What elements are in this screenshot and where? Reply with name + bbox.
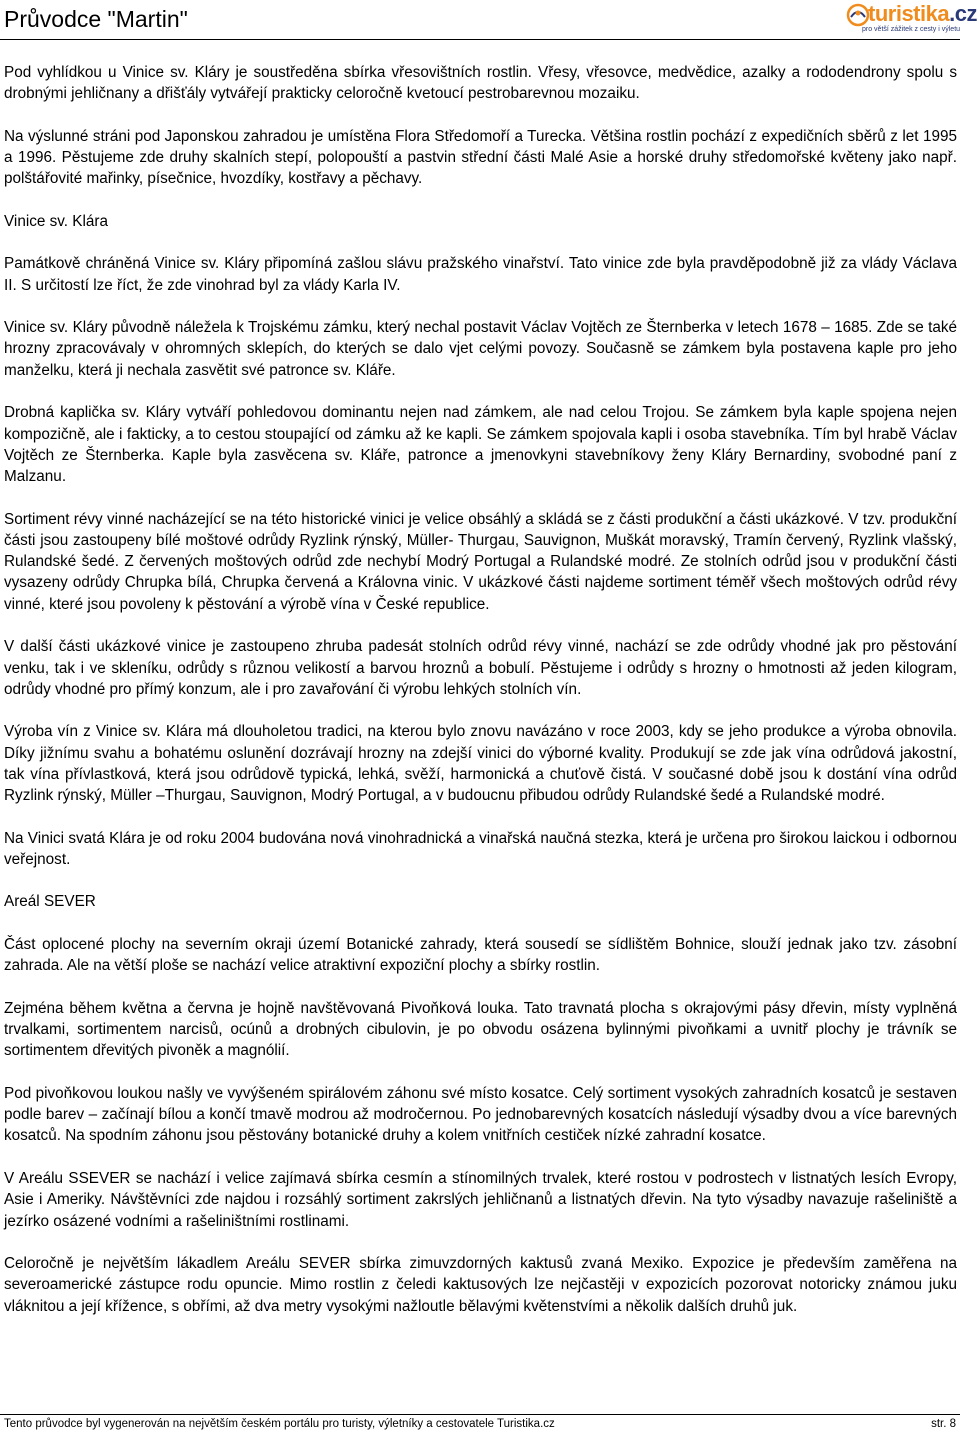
paragraph: Zejména během května a června je hojně navštěvovaná Pivoňková louka. Tato travnatá plocha s okrajovými pásy dřevin, místy vyplněná trvalkami, sortimentem narcisů, ocúnů a drobných cibulovin, je po obvodu osázena bylinnými pivoňkami a uvnitř plochy je trávník se sortimentem dřevitých pivoněk a magnólií. [4,999,957,1060]
page-number: str. 8 [931,1418,956,1430]
guide-content [4,62,957,1338]
turistika-logo-icon [846,3,870,27]
footer-text: Tento průvodce byl vygenerován na největším českém portálu pro turisty, výletníky a cestovatele Turistika.cz [4,1418,555,1430]
section-heading: Vinice sv. Klára [4,212,109,230]
logo-wordmark [868,1,977,27]
logo-wordmark-main: turistika [868,1,950,26]
logo-tagline: pro větší zážitek z cesty i výletu [862,26,961,33]
paragraph: V Areálu SSEVER se nachází i velice zajímavá sbírka cesmín a stínomilných trvalek, které rostou v podrostech v listnatých lesích Evropy, Asie i Ameriky. Návštěvníci zde najdou i rozsáhlý sortiment zakrslých jehličnanů a listnatých dřevin. Na tyto výsadby navazuje rašeliniště a jezírko osázené vodními a rašeliništními rostlinami. [4,1169,957,1230]
paragraph: Na výslunné stráni pod Japonskou zahradou je umístěna Flora Středomoří a Turecka. Většina rostlin pochází z expedičních sběrů z let 1995 a 1996. Pěstujeme zde druhy skalních stepí, polopouští a pastvin střední části Malé Asie a horské druhy středomořské květeny jako např. polštářovité mařinky, písečnice, hvozdíky, kostřavy a pěchavy. [4,127,957,188]
header-divider [0,39,960,40]
paragraph: Památkově chráněná Vinice sv. Kláry připomíná zašlou slávu pražského vinařství. Tato vinice zde byla pravděpodobně již za vlády Václava II. S určitostí lze říct, že zde vinohrad byl za vlády Karla IV. [4,255,957,294]
guide-title: Průvodce "Martin" [4,6,188,32]
footer-divider [0,1414,960,1415]
turistika-logo[interactable] [846,1,977,38]
paragraph: Vinice sv. Kláry původně náležela k Trojskému zámku, který nechal postavit Václav Vojtěch ze Šternberka v letech 1678 – 1685. Zde se také hrozny zpracovávaly v ohromných sklepích, do kterých se dalo vjet celými povozy. Současně se zámkem byla postavena kaple pro jeho manželku, která ji nechala zasvětit své patronce sv. Kláře. [4,319,957,379]
logo-wordmark-tld: .cz [949,1,977,26]
paragraph: Část oplocené plochy na severním okraji území Botanické zahrady, která sousedí se sídlištěm Bohnice, slouží jednak jako tzv. zásobní zahrada. Ale na větší ploše se nachází velice atraktivní expoziční plochy a sbírky rostlin. [4,935,957,975]
paragraph: V další části ukázkové vinice je zastoupeno zhruba padesát stolních odrůd révy vinné, nachází se zde odrůdy vhodné jak pro pěstování venku, tak i ve skleníku, odrůdy s různou velikostí a barvou hroznů a bobulí. Pěstujeme i odrůdy s hrozny o hmotnosti až jeden kilogram, odrůdy vhodné pro přímý konzum, ale i pro zavařování či výrobu lehkých stolních vín. [4,638,957,698]
paragraph: Sortiment révy vinné nacházející se na této historické vinici je velice obsáhlý a skládá se z části produkční a části ukázkové. V tzv. produkční části jsou zastoupeny bílé moštové odrůdy Ryzlink rýnský, Müller- Thurgau, Sauvignon, Muškát moravský, Tramín červený, Ryzlink vlašský, Rulandské šedé. Z červených moštových odrůd zde nechybí Modrý Portugal a Rulandské modré. Ze stolních odrůd jsou v produkční části vysazeny odrůdy Chrupka bílá, Chrupka červená a Královna vinic. V ukázkové části najdeme sortiment téměř všech moštových odrůd révy vinné, které jsou povoleny k pěstování a výrobě vína v České republice. [4,510,957,613]
section-heading: Areál SEVER [4,893,96,911]
paragraph: Celoročně je největším lákadlem Areálu SEVER sbírka zimuvzdorných kaktusů zvaná Mexiko. Expozice je především zaměřena na severoamerické zástupce rodu opuncie. Mimo rostlin z čeledi kaktusových lze nejčastěji v expozicích pozorovat notoricky známou juku vláknitou a její křížence, s obřími, až dva metry vysokými nažloutle bělavými květenstvími a několik dalších druhů juk. [4,1254,957,1315]
paragraph: Pod pivoňkovou loukou našly ve vyvýšeném spirálovém záhonu své místo kosatce. Celý sortiment vysokých zahradních kosatců je sestaven podle barev – začínají bílou a končí tmavě modrou až modročernou. Po jednobarevných kosatcích následují výsadby dvou a více barevných kosatců. Na spodním záhonu jsou pěstovány botanické druhy a kolem vnitřních cestiček nízké zahradní kosatce. [4,1084,957,1145]
paragraph: Na Vinici svatá Klára je od roku 2004 budována nová vinohradnická a vinařská naučná stezka, která je určena pro širokou laickou i odbornou veřejnost. [4,829,957,868]
paragraph: Pod vyhlídkou u Vinice sv. Kláry je soustředěna sbírka vřesovištních rostlin. Vřesy, vřesovce, medvědice, azalky a rododendrony spolu s drobnými jehličnany a dřišťály vytvářejí prakticky celoročně kvetoucí pestrobarevnou mozaiku. [4,64,957,103]
page-header [0,0,977,40]
paragraph: Drobná kaplička sv. Kláry vytváří pohledovou dominantu nejen nad zámkem, ale nad celou Trojou. Se zámkem byla kaple spojena nejen kompozičně, ale i fakticky, a to cestou stoupající od zámku až ke kapli. Se zámkem spojovala kapli i osoba stavebníka. Tím byl hrabě Václav Vojtěch ze Šternberka. Kaple byla zasvěcena sv. Kláře, patronce a jmenovkyni stavebníkovy ženy Kláry Bernardiny, svobodné paní z Malzanu. [4,404,957,486]
paragraph: Výroba vín z Vinice sv. Klára má dlouholetou tradici, na kterou bylo znovu navázáno v roce 2003, kdy se jeho produkce a výroba obnovila. Díky jižnímu svahu a bohatému oslunění dozrávají hrozny na zdejší vinici do výborné kvality. Produkují se zde jak vína odrůdová jakostní, tak vína přívlastková, která jsou odrůdově typická, lehká, svěží, harmonická a chuťově čistá. V současné době jsou k dostání vína odrůd Ryzlink rýnský, Müller –Thurgau, Sauvignon, Modrý Portugal, a v budoucnu přibudou odrůdy Rulandské šedé a Rulandské modré. [4,723,957,805]
